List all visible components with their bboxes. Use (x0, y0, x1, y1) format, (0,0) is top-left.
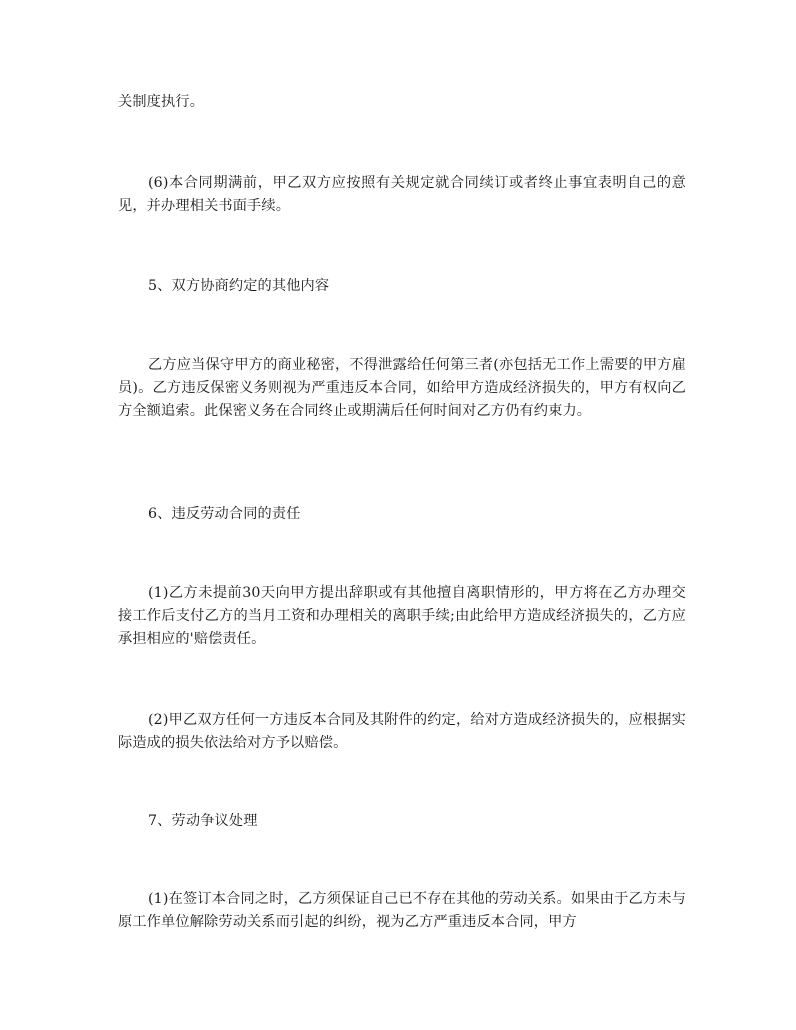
paragraph-liability-1: (1)乙方未提前30天向甲方提出辞职或有其他擅自离职情形的，甲方将在乙方办理交接工作后支付乙方的当月工资和办理相关的离职手续;由此给甲方造成经济损失的，乙方应承担相应的'赔偿责任。 (118, 585, 686, 647)
paragraph-continuation: 关制度执行。 (118, 94, 205, 110)
paragraph-clause-6: (6)本合同期满前，甲乙双方应按照有关规定就合同续订或者终止事宜表明自己的意见，并办理相关书面手续。 (118, 175, 686, 214)
paragraph-liability-2: (2)甲乙双方任何一方违反本合同及其附件的约定，给对方造成经济损失的，应根据实际造成的损失依法给对方予以赔偿。 (118, 712, 686, 751)
section-heading-6: 6、违反劳动合同的责任 (148, 506, 301, 522)
paragraph-dispute-1: (1)在签订本合同之时，乙方须保证自己已不存在其他的劳动关系。如果由于乙方未与原工作单位解除劳动关系而引起的纠纷，视为乙方严重违反本合同，甲方 (118, 891, 686, 930)
paragraph-confidentiality: 乙方应当保守甲方的商业秘密，不得泄露给任何第三者(亦包括无工作上需要的甲方雇员)。乙方违反保密义务则视为严重违反本合同，如给甲方造成经济损失的，甲方有权向乙方全额追索。此保密义务在合同终止或期满后任何时间对乙方仍有约束力。 (118, 357, 686, 419)
section-heading-5: 5、双方协商约定的其他内容 (148, 278, 330, 294)
section-heading-7: 7、劳动争议处理 (148, 813, 258, 829)
